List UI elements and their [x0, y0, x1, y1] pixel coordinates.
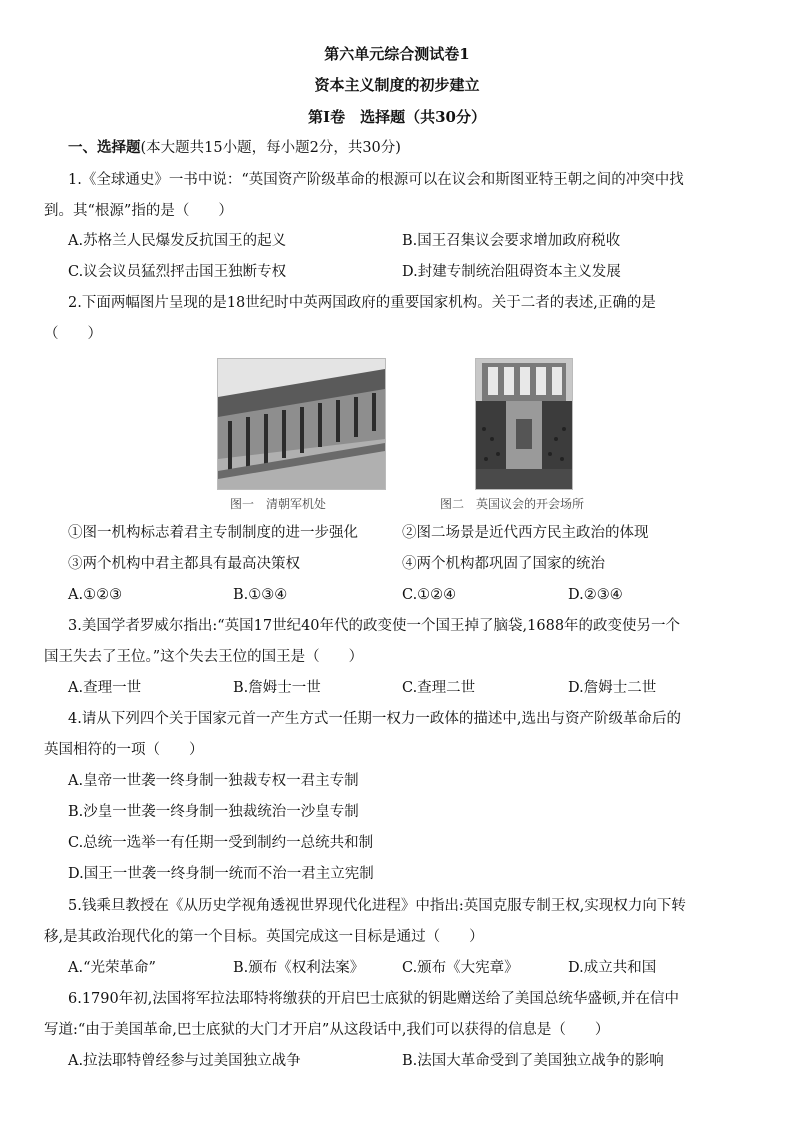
- q3-option-b: B.詹姆士一世: [233, 680, 321, 696]
- q1-stem-line1: 1.《全球通史》一书中说：“英国资产阶级革命的根源可以在议会和斯图亚特王朝之间的冲突中找: [68, 172, 684, 188]
- q3-option-c: C.查理二世: [402, 680, 476, 696]
- q6-stem-line2: 写道:“由于美国革命,巴士底狱的大门才开启”从这段话中,我们可以获得的信息是（ ）: [44, 1022, 610, 1038]
- q2-statement-2: ②图二场景是近代西方民主政治的体现: [402, 525, 649, 541]
- q5-stem-line1: 5.钱乘旦教授在《从历史学视角透视世界现代化进程》中指出:英国克服专制王权,实现权力向下转: [68, 898, 686, 914]
- section-note: (本大题共15小题，每小题2分，共30分): [140, 140, 401, 156]
- exam-subtitle: 资本主义制度的初步建立: [314, 76, 480, 94]
- q3-option-d: D.詹姆士二世: [568, 680, 657, 696]
- q5-option-d: D.成立共和国: [568, 960, 657, 976]
- q3-stem-line1: 3.美国学者罗威尔指出:“英国17世纪40年代的政变使一个国王掉了脑袋,1688年的政变使另一个: [68, 618, 681, 634]
- q5-option-c: C.颁布《大宪章》: [402, 960, 519, 976]
- grand-council-image: [218, 359, 385, 489]
- q4-option-a: A.皇帝一世袭一终身制一独裁专权一君主专制: [68, 773, 359, 789]
- section-heading: [68, 138, 401, 158]
- q4-stem-line1: 4.请从下列四个关于国家元首一产生方式一任期一权力一政体的描述中,选出与资产阶级革命后的: [68, 711, 681, 727]
- figure2-caption: 图二 英国议会的开会场所: [440, 497, 585, 511]
- q1-option-c: C.议会议员猛烈抨击国王独断专权: [68, 264, 287, 280]
- q2-option-d: D.②③④: [568, 587, 623, 603]
- q6-option-a: A.拉法耶特曾经参与过美国独立战争: [68, 1053, 301, 1069]
- q1-stem-line2: 到。其“根源”指的是（ ）: [44, 203, 233, 219]
- q5-stem-line2: 移,是其政治现代化的第一个目标。英国完成这一目标是通过（ ）: [44, 929, 484, 945]
- exam-title: 第六单元综合测试卷1: [324, 45, 470, 63]
- q5-option-a: A.“光荣革命”: [68, 960, 156, 976]
- q6-option-b: B.法国大革命受到了美国独立战争的影响: [402, 1053, 664, 1069]
- q2-statement-1: ①图一机构标志着君主专制制度的进一步强化: [68, 525, 358, 541]
- section-label: 一、选择题: [68, 139, 141, 156]
- q4-option-b: B.沙皇一世袭一终身制一独裁统治一沙皇专制: [68, 804, 359, 820]
- q4-option-c: C.总统一选举一有任期一受到制约一总统共和制: [68, 835, 374, 851]
- q6-stem-line1: 6.1790年初,法国将军拉法耶特将缴获的开启巴士底狱的钥匙赠送给了美国总统华盛顿,并在信中: [68, 991, 679, 1007]
- q1-option-d: D.封建专制统治阻碍资本主义发展: [402, 264, 621, 280]
- q2-option-b: B.①③④: [233, 587, 288, 603]
- figure-grand-council-photo: [217, 358, 386, 490]
- part-heading: 第Ⅰ卷 选择题（共30分）: [308, 108, 486, 126]
- figure1-caption: 图一 清朝军机处: [230, 497, 327, 511]
- q2-statement-3: ③两个机构中君主都具有最高决策权: [68, 556, 300, 572]
- q3-option-a: A.查理一世: [68, 680, 142, 696]
- q5-option-b: B.颁布《权利法案》: [233, 960, 365, 976]
- figure-parliament-photo: [475, 358, 573, 490]
- q1-option-b: B.国王召集议会要求增加政府税收: [402, 233, 621, 249]
- q2-option-a: A.①②③: [68, 587, 123, 603]
- parliament-image: [476, 359, 572, 489]
- q2-stem-line2: （ ）: [44, 326, 102, 342]
- q2-stem-line1: 2.下面两幅图片呈现的是18世纪时中英两国政府的重要国家机构。关于二者的表述,正确的是: [68, 295, 656, 311]
- q4-stem-line2: 英国相符的一项（ ）: [44, 742, 204, 758]
- q2-statement-4: ④两个机构都巩固了国家的统治: [402, 556, 605, 572]
- q2-option-c: C.①②④: [402, 587, 457, 603]
- q1-option-a: A.苏格兰人民爆发反抗国王的起义: [68, 233, 287, 249]
- q3-stem-line2: 国王失去了王位。”这个失去王位的国王是（ ）: [44, 649, 364, 665]
- q4-option-d: D.国王一世袭一终身制一统而不治一君主立宪制: [68, 866, 374, 882]
